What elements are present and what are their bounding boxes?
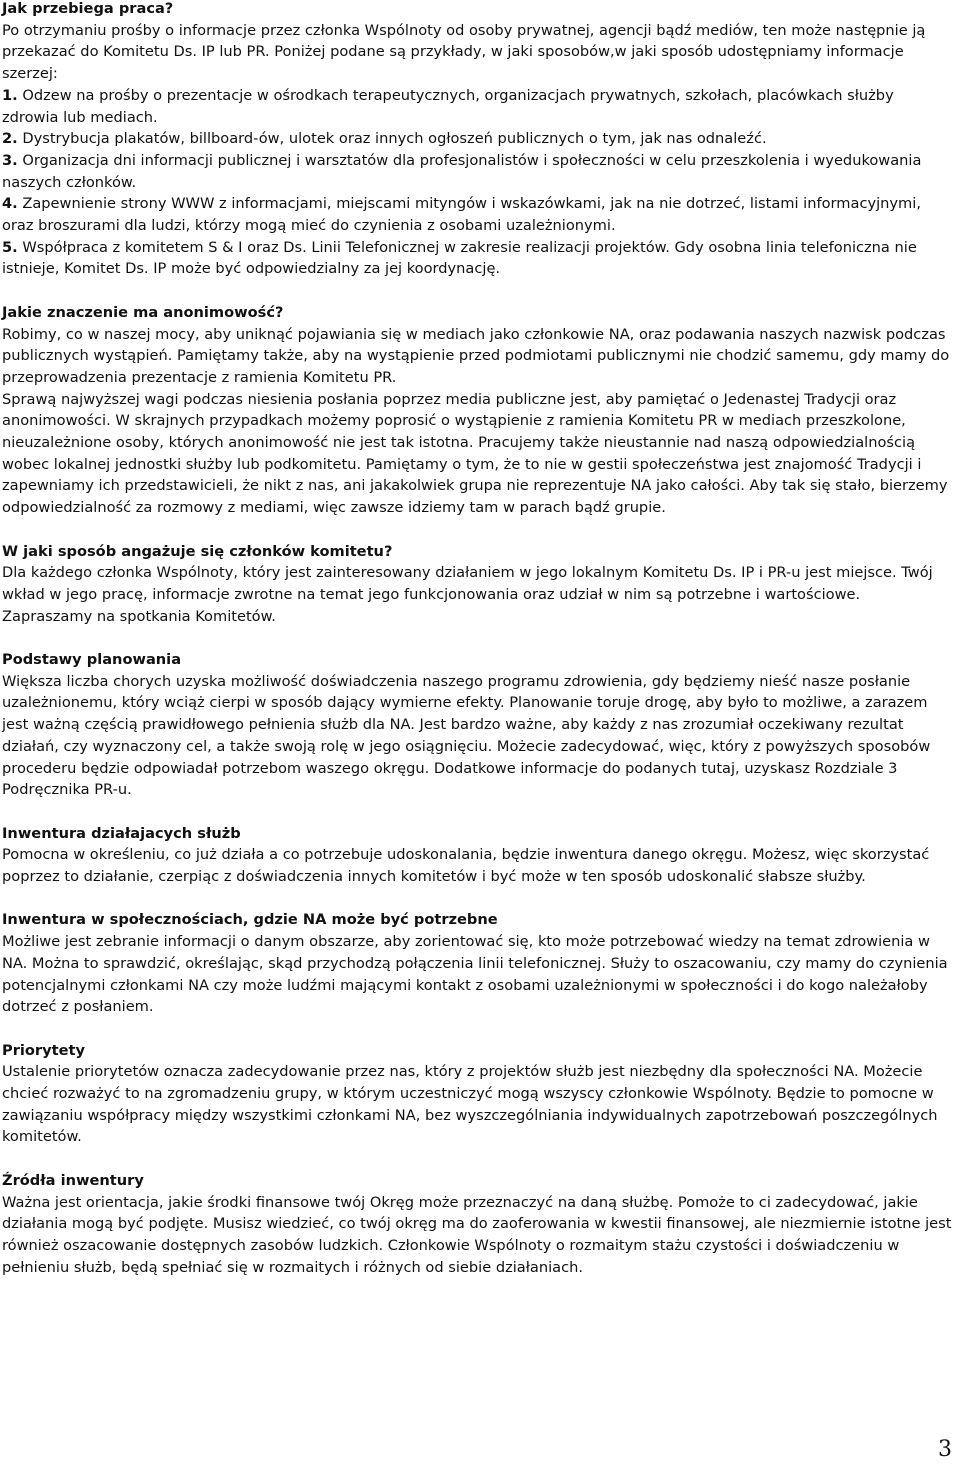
section-heading: Inwentura w społecznościach, gdzie NA może być potrzebne	[2, 911, 498, 929]
paragraph: Większa liczba chorych uzyska możliwość doświadczenia naszego programu zdrowienia, gdy będziemy nieść nasze posłanie uzależnionemu, który wciąż cierpi w sposób dający wymierne efekty. Planowanie toruje drogę, aby było to możliwe, a zarazem jest ważną częścią prawidłowego pełnienia służb dla NA. Jest bardzo ważne, aby każdy z nas zrozumiał oczekiwany rezultat działań, czy wyznaczony cel, a także swoją rolę w jego osiągnięciu. Możecie zadecydować, więc, który z powyższych sposobów procederu będzie odpowiadał potrzebom waszego okręgu. Dodatkowe informacje do podanych tutaj, uzyskasz Rozdziale 3 Podręcznika PR-u.	[2, 672, 931, 799]
section-community-inventory	[2, 909, 954, 1018]
list-number: 3.	[2, 151, 18, 169]
section-heading: Jakie znaczenie ma anonimowość?	[2, 303, 284, 321]
section-heading: Jak przebiega praca?	[2, 0, 174, 17]
list-item	[2, 150, 954, 193]
paragraph: Dla każdego członka Wspólnoty, który jest zainteresowany działaniem w jego lokalnym Komitetu Ds. IP i PR-u jest miejsce. Twój wkład w jego pracę, informacje zwrotne na temat jego funkcjonowania oraz udział w nim są potrzebne i wartościowe. Zapraszamy na spotkania Komitetów.	[2, 564, 933, 625]
list-text: Odzew na prośby o prezentacje w ośrodkach terapeutycznych, organizacjach prywatnych, szkołach, placówkach służby zdrowia lub mediach.	[2, 86, 894, 126]
paragraph: Po otrzymaniu prośby o informacje przez członka Wspólnoty od osoby prywatnej, agencji bądź mediów, ten może następnie ją przekazać do Komitetu Ds. IP lub PR. Poniżej podane są przykłady, w jaki sposobów,w jaki sposób udostępniamy informacje szerzej:	[2, 21, 926, 83]
list-text: Organizacja dni informacji publicznej i warsztatów dla profesjonalistów i społeczności w celu przeszkolenia i wyedukowania naszych członków.	[2, 151, 922, 191]
list-item	[2, 237, 954, 280]
section-committee-members	[2, 541, 954, 628]
document-body	[2, 0, 954, 1300]
list-text: Współpraca z komitetem S & I oraz Ds. Linii Telefonicznej w zakresie realizacji projektów. Gdy osobna linia telefoniczna nie istnieje, Komitet Ds. IP może być odpowiedzialny za jej koordynację.	[2, 238, 917, 278]
list-text: Zapewnienie strony WWW z informacjami, miejscami mityngów i wskazówkami, jak na nie dotrzeć, listami informacyjnymi, oraz broszurami dla ludzi, którzy mogą mieć do czynienia z osobami uzależnionymi.	[2, 195, 921, 235]
list-text: Dystrybucja plakatów, billboard-ów, ulotek oraz innych ogłoszeń publicznych o tym, jak nas odnaleźć.	[17, 130, 767, 148]
paragraph: Sprawą najwyższej wagi podczas niesienia posłania poprzez media publiczne jest, aby pamiętać o Jedenastej Tradycji oraz anonimowości. W skrajnych przypadkach możemy poprosić o wystąpienie z ramienia Komitetu PR w mediach przeszkolone, nieuzależnione osoby, których anonimowość nie jest tak istotna. Pracujemy także nieustannie nad naszą odpowiedzialnością wobec lokalnej jednostki służby lub podkomitetu. Pamiętamy o tym, że to nie w gestii społeczeństwa jest znajomość Tradycji i zapewniamy ich przedstawicieli, że nikt z nas, ani jakakolwiek grupa nie reprezentuje NA jako całości. Aby tak się stało, bierzemy odpowiedzialność za rozmowy z mediami, więc zawsze idziemy tam w parach bądź grupie.	[2, 390, 948, 517]
paragraph: Pomocna w określeniu, co już działa a co potrzebuje udoskonalania, będzie inwentura danego okręgu. Możesz, więc skorzystać poprzez to działanie, czerpiąc z doświadczenia innych komitetów i być może w ten sposób udoskonalić słabsze służby.	[2, 846, 930, 886]
section-intro	[2, 0, 954, 280]
list-item	[2, 128, 954, 150]
paragraph: Robimy, co w naszej mocy, aby uniknąć pojawiania się w mediach jako członkowie NA, oraz podawania naszych nazwisk podczas publicznych wystąpień. Pamiętamy także, aby na wystąpienie przed podmiotami publicznymi nie chodzić samemu, gdy mamy do przeprowadzenia prezentacje z ramienia Komitetu PR.	[2, 325, 950, 386]
paragraph: Możliwe jest zebranie informacji o danym obszarze, aby zorientować się, kto może potrzebować wiedzy na temat zdrowienia w NA. Można to sprawdzić, określając, skąd przychodzą połączenia linii telefonicznej. Służy to oszacowaniu, czy mamy do czynienia potencjalnymi członkami NA czy może ludźmi mającymi kontakt z osobami uzależnionymi w społeczności i do kogo należałoby dotrzeć z posłaniem.	[2, 933, 948, 1016]
list-number: 5.	[2, 238, 18, 256]
section-heading: Źródła inwentury	[2, 1171, 144, 1189]
list-number: 2.	[2, 130, 18, 148]
section-planning	[2, 649, 954, 801]
list-number: 4.	[2, 195, 18, 213]
list-number: 1.	[2, 86, 18, 104]
section-anonymity	[2, 302, 954, 519]
section-heading: Inwentura działajacych służb	[2, 824, 241, 842]
section-heading: Podstawy planowania	[2, 651, 182, 669]
section-heading: Priorytety	[2, 1041, 85, 1059]
list-item	[2, 85, 954, 128]
section-service-inventory	[2, 823, 954, 888]
page-number: 3	[938, 1437, 952, 1462]
list-item	[2, 193, 954, 236]
section-inventory-sources	[2, 1170, 954, 1279]
section-heading: W jaki sposób angażuje się członków komitetu?	[2, 542, 393, 560]
paragraph: Ustalenie priorytetów oznacza zadecydowanie przez nas, który z projektów służb jest niezbędny dla społeczności NA. Możecie chcieć rozważyć to na zgromadzeniu grupy, w którym uczestniczyć mogą wszyscy członkowie Wspólnoty. Będzie to pomocne w zawiązaniu współpracy między wszystkimi członkami NA, bez wyszczególniania indywidualnych zapotrzebowań poszczególnych komitetów.	[2, 1063, 938, 1146]
section-priorities	[2, 1040, 954, 1149]
paragraph: Ważna jest orientacja, jakie środki finansowe twój Okręg może przeznaczyć na daną służbę. Pomoże to ci zadecydować, jakie działania mogą być podjęte. Musisz wiedzieć, co twój okręg ma do zaoferowania w kwestii finansowej, ale niezmiernie istotne jest również oszacowanie dostępnych zasobów ludzkich. Członkowie Wspólnoty o rozmaitym stażu czystości i doświadczeniu w pełnieniu służb, będą spełniać się w rozmaitych i różnych od siebie działaniach.	[2, 1193, 952, 1276]
